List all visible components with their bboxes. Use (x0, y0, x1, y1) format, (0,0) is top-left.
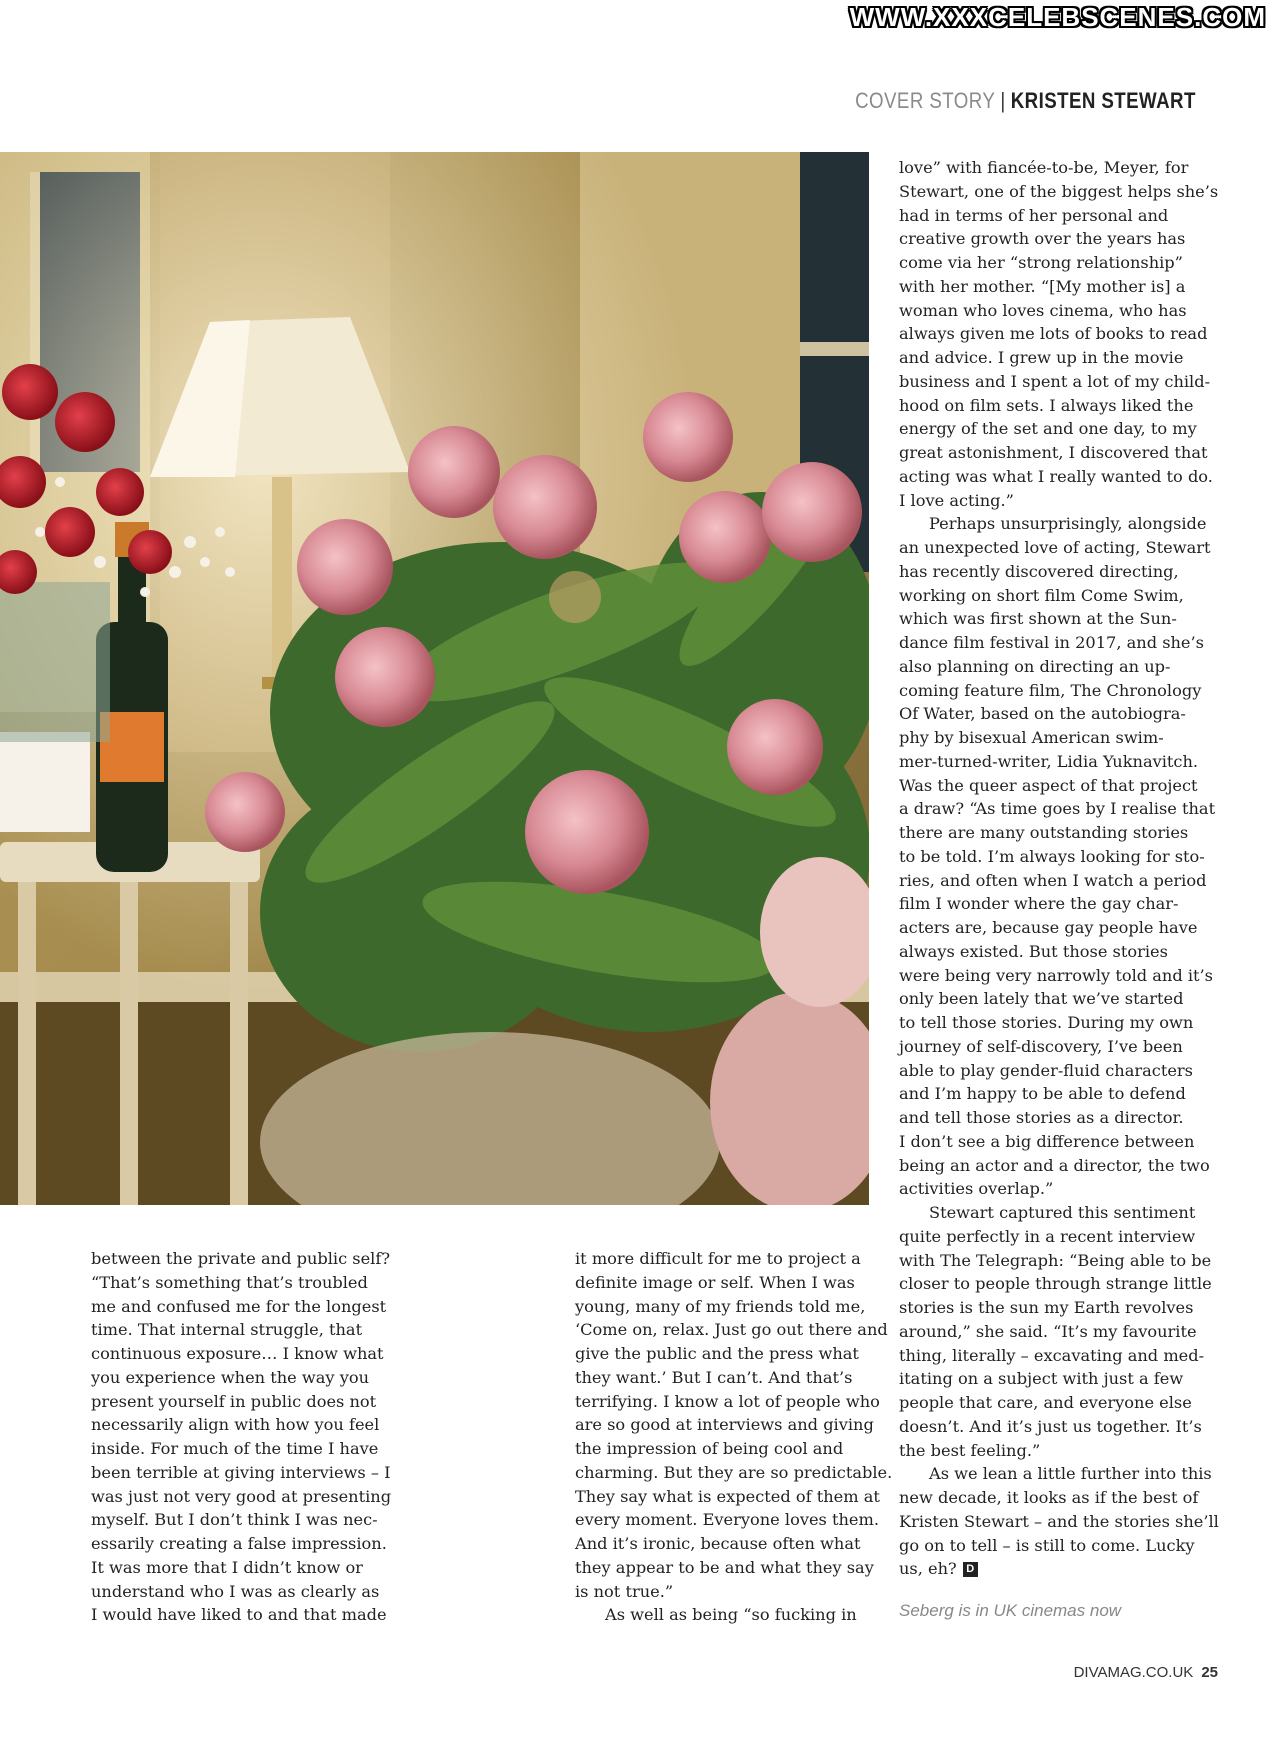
section-label: COVER STORY (855, 88, 996, 113)
text-line-content: been terrible at giving interviews – I (91, 1462, 391, 1482)
text-line-content: has recently discovered directing, (899, 561, 1179, 581)
text-line (899, 964, 1213, 988)
text-line (899, 156, 1199, 180)
text-line-content: closer to people through strange little (899, 1274, 1212, 1294)
header-separator: | (1000, 88, 1006, 113)
text-line-content: an unexpected love of acting, Stewart (899, 538, 1211, 557)
text-line (91, 1556, 391, 1580)
text-line (91, 1603, 391, 1627)
text-column-2 (575, 1247, 893, 1627)
text-line (91, 1532, 391, 1556)
text-line (899, 346, 1199, 370)
text-line-content: time. That internal struggle, that (91, 1320, 363, 1340)
text-line-content: which was first shown at the Sun- (899, 609, 1177, 629)
text-line (899, 774, 1199, 798)
text-line-content: they appear to be and what they say (575, 1557, 874, 1577)
text-line (899, 1154, 1210, 1178)
page-number: 25 (1201, 1664, 1218, 1681)
section-header (855, 88, 1196, 114)
text-line-content: is not true.” (575, 1581, 674, 1601)
text-line-content: it more difficult for me to project a (575, 1249, 861, 1268)
text-line-content: necessarily align with how you feel (91, 1415, 380, 1435)
text-line (899, 1510, 1219, 1534)
text-line (899, 655, 1199, 679)
text-line (899, 1344, 1205, 1368)
article-subject: KRISTEN STEWART (1010, 88, 1196, 113)
text-line (575, 1271, 875, 1295)
text-line-content: coming feature film, The Chronology (899, 680, 1202, 700)
text-line-content: they want.’ But I can’t. And that’s (575, 1367, 853, 1387)
text-line (899, 584, 1199, 608)
text-line (899, 1296, 1199, 1320)
article-end-mark-icon: D (963, 1562, 978, 1577)
text-line-content: and advice. I grew up in the movie (899, 348, 1184, 367)
text-line-content: As we lean a little further into this (929, 1464, 1212, 1484)
text-line (899, 417, 1199, 441)
text-line (899, 845, 1205, 869)
text-line-content: around,” she said. “It’s my favourite (899, 1321, 1197, 1341)
text-line-content: was just not very good at presenting (91, 1486, 392, 1506)
text-line (899, 441, 1208, 465)
text-line-content: I love acting.” (899, 490, 1014, 510)
text-line-content: young, many of my friends told me, (575, 1296, 866, 1316)
text-line-content: people that care, and everyone else (899, 1393, 1192, 1412)
text-line-content: with her mother. “[My mother is] a (899, 276, 1186, 296)
text-line-content: the impression of being cool and (575, 1439, 844, 1458)
text-line (899, 1367, 1199, 1391)
text-line-content: between the private and public self? (91, 1249, 391, 1268)
text-line (575, 1413, 875, 1437)
text-line (899, 750, 1199, 774)
text-column-1 (91, 1247, 391, 1627)
text-line-content: with The Telegraph: “Being able to be (899, 1250, 1212, 1270)
watermark: WWW.XXXCELEBSCENES.COM (849, 2, 1266, 32)
text-line (899, 227, 1199, 251)
text-line (899, 1439, 1199, 1463)
text-line-content: doesn’t. And it’s just us together. It’s (899, 1416, 1202, 1436)
text-line (899, 1249, 1212, 1273)
page-footer (1074, 1664, 1218, 1681)
text-line (899, 607, 1199, 631)
text-line (575, 1295, 875, 1319)
text-line (91, 1413, 391, 1437)
text-line (899, 1272, 1212, 1296)
text-line-content: were being very narrowly told and it’s (899, 965, 1213, 985)
text-line (899, 1059, 1199, 1083)
text-line (91, 1390, 391, 1414)
text-line (575, 1461, 893, 1485)
text-line-content: Kristen Stewart – and the stories she’ll (899, 1511, 1219, 1531)
text-line-content: you experience when the way you (91, 1367, 370, 1387)
text-line (575, 1247, 875, 1271)
text-line (899, 560, 1199, 584)
text-line-content: As well as being “so fucking in (605, 1605, 857, 1625)
text-line-content: I don’t see a big difference between (899, 1131, 1195, 1151)
text-line-content: ries, and often when I watch a period (899, 870, 1207, 890)
text-line (899, 1486, 1199, 1510)
text-line (575, 1556, 875, 1580)
text-line (899, 1035, 1199, 1059)
text-line (899, 1106, 1199, 1130)
text-line-content: activities overlap.” (899, 1179, 1054, 1199)
text-line (91, 1271, 391, 1295)
text-line (899, 726, 1199, 750)
text-line-content: myself. But I don’t think I was nec- (91, 1510, 378, 1530)
text-line-content: being an actor and a director, the two (899, 1155, 1210, 1175)
text-line (575, 1603, 875, 1627)
text-line (899, 940, 1199, 964)
text-line-content: terrifying. I know a lot of people who (575, 1391, 880, 1411)
text-line-content: They say what is expected of them at (575, 1486, 880, 1506)
text-line-content: are so good at interviews and giving (575, 1415, 874, 1435)
text-line-content: acters are, because gay people have (899, 918, 1198, 937)
text-line-content: also planning on directing an up- (899, 656, 1171, 676)
text-line (899, 916, 1199, 940)
text-line (899, 465, 1213, 489)
text-line-content: us, eh? (899, 1559, 957, 1579)
text-line (91, 1508, 391, 1532)
text-line (575, 1580, 875, 1604)
text-line-content: stories is the sun my Earth revolves (899, 1298, 1194, 1317)
text-line-content: great astonishment, I discovered that (899, 443, 1208, 462)
text-line-content: “That’s something that’s troubled (91, 1272, 368, 1292)
text-line (91, 1437, 391, 1461)
text-line-content: thing, literally – excavating and med- (899, 1345, 1205, 1365)
text-line (899, 797, 1216, 821)
text-line-content: come via her “strong relationship” (899, 253, 1183, 272)
text-line-content: mer-turned-writer, Lidia Yuknavitch. (899, 751, 1199, 771)
text-line-content: dance film festival in 2017, and she’s (899, 633, 1204, 652)
text-line-content: It was more that I didn’t know or (91, 1557, 363, 1577)
text-line-content: me and confused me for the longest (91, 1296, 387, 1316)
text-line (575, 1485, 880, 1509)
text-line (899, 1391, 1199, 1415)
text-line (899, 204, 1199, 228)
text-line (91, 1342, 391, 1366)
text-line (899, 702, 1199, 726)
text-line (575, 1366, 875, 1390)
text-line (91, 1318, 391, 1342)
text-line (899, 892, 1199, 916)
text-line-content: always existed. But those stories (899, 941, 1168, 961)
text-line (899, 1201, 1199, 1225)
text-line (899, 1415, 1202, 1439)
article-photo (0, 152, 869, 1205)
text-line (899, 322, 1208, 346)
photo-caption: Seberg is in UK cinemas now (899, 1601, 1122, 1620)
text-line-content: always given me lots of books to read (899, 324, 1208, 344)
text-line (575, 1390, 880, 1414)
text-line-content: give the public and the press what (575, 1344, 859, 1363)
text-line-content: to tell those stories. During my own (899, 1013, 1194, 1032)
magazine-site: DIVAMAG.CO.UK (1073, 1664, 1194, 1681)
text-line (899, 251, 1199, 275)
text-column-3 (899, 156, 1219, 1581)
text-line-content: Stewart captured this sentiment (929, 1203, 1196, 1222)
text-line (91, 1580, 391, 1604)
text-line (899, 1320, 1199, 1344)
text-line (575, 1508, 880, 1532)
text-line-content: acting was what I really wanted to do. (899, 466, 1213, 486)
text-line-content: the best feeling.” (899, 1440, 1041, 1460)
text-line-content: there are many outstanding stories (899, 823, 1189, 842)
text-line (899, 987, 1199, 1011)
text-line (91, 1461, 391, 1485)
text-line (899, 1225, 1199, 1249)
text-line-content: inside. For much of the time I have (91, 1439, 379, 1458)
text-line (899, 1082, 1199, 1106)
text-line-content: present yourself in public does not (91, 1391, 377, 1411)
text-line-content: Was the queer aspect of that project (899, 775, 1198, 795)
text-line (575, 1532, 875, 1556)
text-line-content: I would have liked to and that made (91, 1605, 387, 1625)
text-line-content: and tell those stories as a director. (899, 1108, 1184, 1127)
text-line (899, 1011, 1199, 1035)
text-line (899, 1130, 1199, 1154)
text-line-content: every moment. Everyone loves them. (575, 1510, 880, 1530)
text-line-content: had in terms of her personal and (899, 205, 1169, 225)
text-line (899, 1177, 1199, 1201)
text-line (91, 1247, 391, 1271)
text-line-content: film I wonder where the gay char- (899, 894, 1179, 914)
text-line-content: phy by bisexual American swim- (899, 728, 1164, 747)
text-line-content: to be told. I’m always looking for sto- (899, 846, 1205, 866)
text-line (575, 1437, 875, 1461)
text-line-content: creative growth over the years has (899, 229, 1186, 249)
text-line-content: woman who loves cinema, who has (899, 300, 1187, 320)
text-line-content: ‘Come on, relax. Just go out there and (575, 1320, 888, 1340)
text-line (899, 299, 1199, 323)
text-line-content: definite image or self. When I was (575, 1272, 855, 1292)
text-line (899, 536, 1211, 560)
text-line (899, 631, 1204, 655)
text-line-content: only been lately that we’ve started (899, 989, 1184, 1009)
text-line (91, 1366, 391, 1390)
text-line (899, 394, 1199, 418)
text-line-content: itating on a subject with just a few (899, 1369, 1184, 1389)
text-line-content: working on short film Come Swim, (899, 585, 1184, 605)
text-line (91, 1295, 391, 1319)
text-line-content: business and I spent a lot of my child- (899, 371, 1211, 391)
text-line (899, 370, 1211, 394)
text-line-content: continuous exposure… I know what (91, 1344, 384, 1363)
text-line (575, 1318, 888, 1342)
text-line-content: Stewart, one of the biggest helps she’s (899, 181, 1219, 201)
text-line-content: a draw? “As time goes by I realise that (899, 799, 1216, 819)
text-line-content: charming. But they are so predictable. (575, 1462, 893, 1482)
text-line (575, 1342, 875, 1366)
text-line (899, 275, 1199, 299)
text-line-content: Of Water, based on the autobiogra- (899, 704, 1186, 724)
text-line (899, 821, 1199, 845)
text-line (899, 679, 1202, 703)
text-line-content: able to play gender-fluid characters (899, 1060, 1193, 1080)
text-line (899, 512, 1207, 536)
text-line-content: And it’s ironic, because often what (575, 1534, 861, 1553)
text-line-content: love” with fiancée-to-be, Meyer, for (899, 158, 1189, 177)
text-line-content: understand who I was as clearly as (91, 1581, 380, 1601)
text-line (899, 489, 1199, 513)
text-line-content: energy of the set and one day, to my (899, 419, 1197, 439)
text-line-content: and I’m happy to be able to defend (899, 1084, 1186, 1104)
text-line-content: journey of self-discovery, I’ve been (899, 1036, 1183, 1056)
text-line (899, 1462, 1212, 1486)
text-line (91, 1485, 391, 1509)
text-line-content: quite perfectly in a recent interview (899, 1226, 1196, 1246)
text-line-content: hood on film sets. I always liked the (899, 395, 1194, 415)
text-line (899, 1534, 1199, 1558)
text-line (899, 869, 1207, 893)
text-line-content: go on to tell – is still to come. Lucky (899, 1535, 1195, 1555)
text-line-content: new decade, it looks as if the best of (899, 1488, 1199, 1507)
text-line-content: essarily creating a false impression. (91, 1534, 387, 1553)
text-line-content: Perhaps unsurprisingly, alongside (929, 514, 1207, 534)
text-line (899, 1557, 1199, 1581)
text-line (899, 180, 1219, 204)
